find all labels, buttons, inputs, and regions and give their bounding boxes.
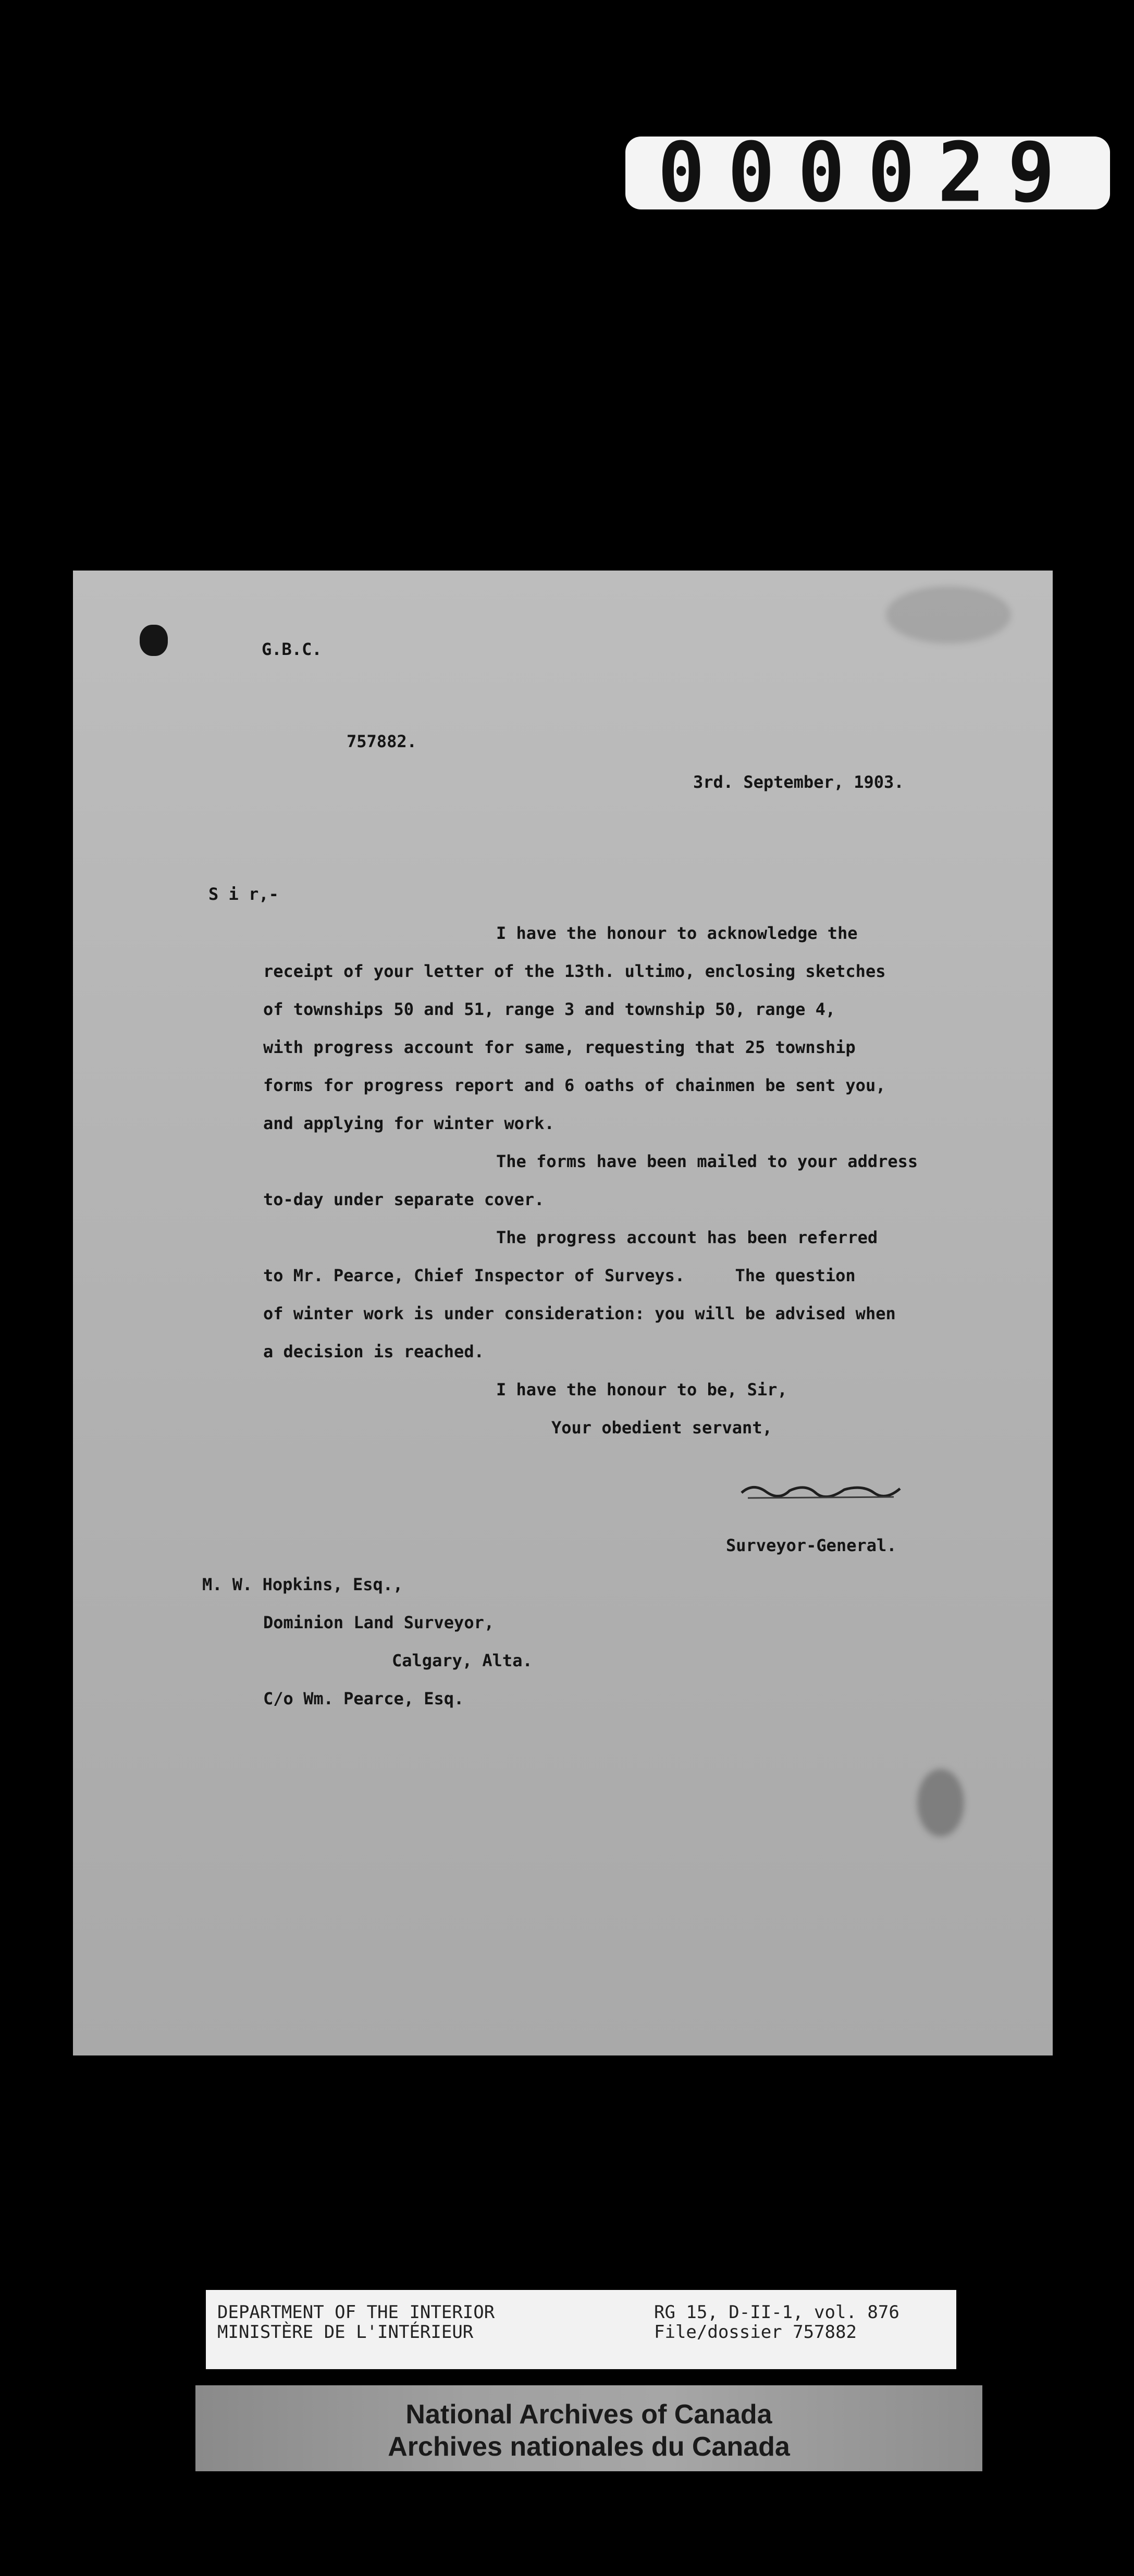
body-line: The forms have been mailed to your address: [496, 1151, 918, 1171]
body-line: of townships 50 and 51, range 3 and township 50, range 4,: [263, 999, 836, 1019]
recipient-line: C/o Wm. Pearce, Esq.: [263, 1689, 464, 1708]
body-line: The progress account has been referred: [496, 1228, 878, 1247]
signature-title: Surveyor-General.: [726, 1535, 897, 1555]
paper-stain: [917, 1769, 964, 1837]
salutation: S i r,-: [208, 884, 279, 904]
body-line: and applying for winter work.: [263, 1113, 554, 1133]
body-line: a decision is reached.: [263, 1342, 484, 1361]
ink-blot: [140, 625, 168, 656]
file-number: 757882.: [347, 732, 417, 751]
initials: G.B.C.: [262, 639, 322, 659]
archive-name-french: Archives nationales du Canada: [388, 2432, 790, 2462]
body-line: of winter work is under consideration: you will be advised when: [263, 1304, 896, 1323]
frame-number: 000029: [658, 125, 1078, 221]
closing-line: I have the honour to be, Sir,: [496, 1380, 787, 1400]
recipient-line: Dominion Land Surveyor,: [263, 1613, 495, 1632]
recipient-line: Calgary, Alta.: [392, 1651, 533, 1670]
recipient-line: M. W. Hopkins, Esq.,: [202, 1575, 403, 1594]
signature: [737, 1477, 904, 1503]
body-line: receipt of your letter of the 13th. ultimo, enclosing sketches: [263, 961, 886, 981]
letter-page: [73, 571, 1053, 2055]
body-line: to Mr. Pearce, Chief Inspector of Surveys. The question: [263, 1266, 856, 1285]
paper-stain: [886, 586, 1011, 643]
archive-name-banner: [195, 2385, 982, 2471]
department-french: MINISTÈRE DE L'INTÉRIEUR: [217, 2322, 474, 2343]
body-line: with progress account for same, requesting that 25 township: [263, 1037, 856, 1057]
body-line: to-day under separate cover.: [263, 1190, 545, 1209]
letter-date: 3rd. September, 1903.: [693, 772, 904, 792]
record-group-reference: RG 15, D-II-1, vol. 876: [654, 2302, 899, 2323]
department-english: DEPARTMENT OF THE INTERIOR: [217, 2302, 495, 2323]
closing-line: Your obedient servant,: [551, 1418, 772, 1438]
archive-reference-label: [206, 2290, 956, 2369]
frame-number-plate: [625, 125, 1110, 221]
archive-name-english: National Archives of Canada: [405, 2399, 772, 2430]
file-reference: File/dossier 757882: [654, 2322, 857, 2343]
body-line: I have the honour to acknowledge the: [496, 923, 858, 943]
body-line: forms for progress report and 6 oaths of chainmen be sent you,: [263, 1075, 886, 1095]
